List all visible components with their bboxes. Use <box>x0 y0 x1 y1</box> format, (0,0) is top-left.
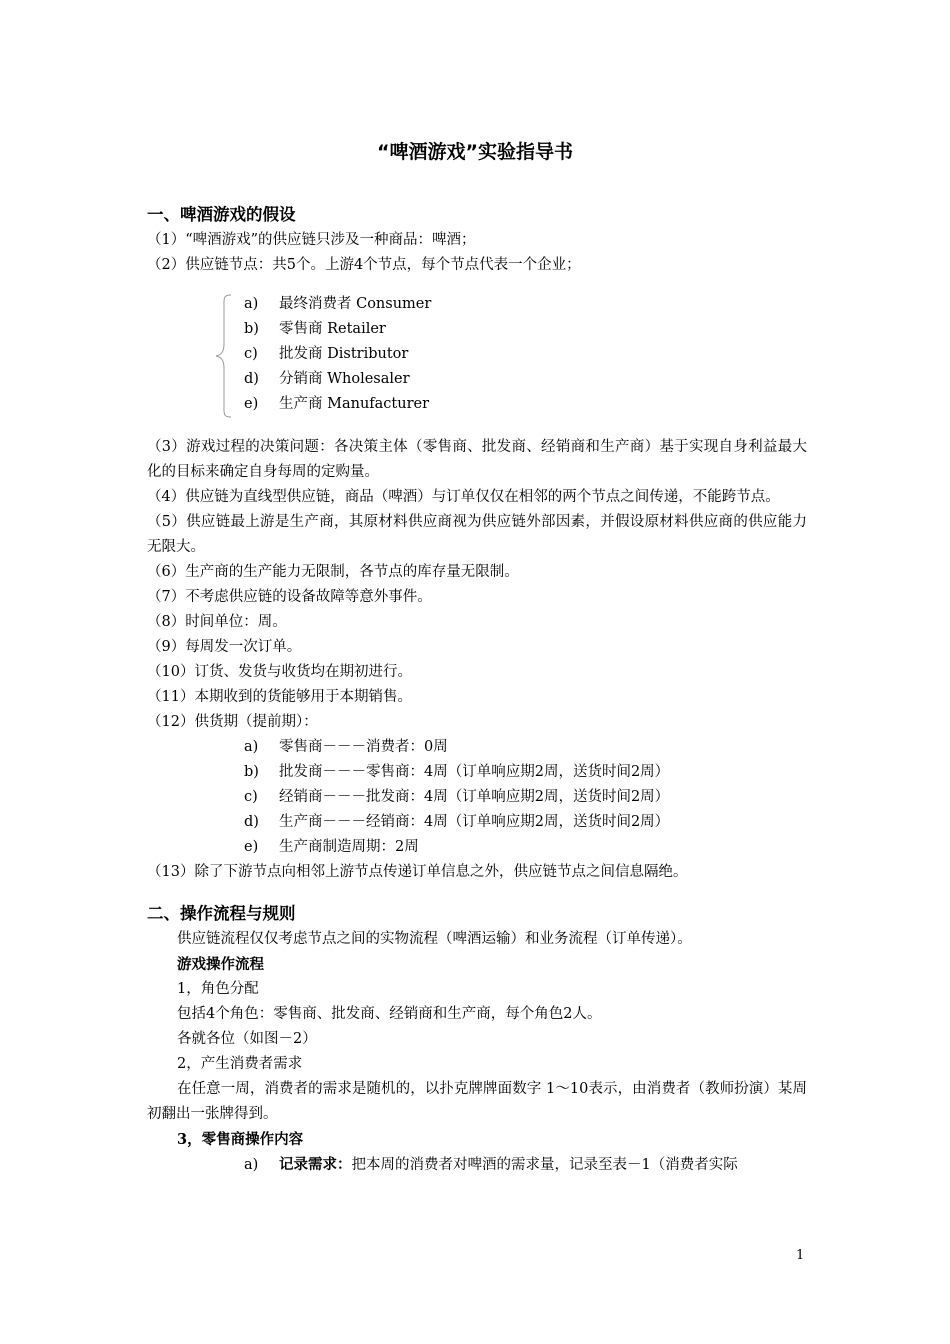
paragraph: （7）不考虑供应链的设备故障等意外事件。 <box>147 589 432 605</box>
paragraph: （10）订货、发货与收货均在期初进行。 <box>147 664 412 680</box>
step-heading: 3，零售商操作内容 <box>177 1131 304 1148</box>
list-item: e) 生产商制造周期：2周 <box>244 839 419 855</box>
list-item: d) 生产商－－－经销商：4周（订单响应期2周，送货时间2周） <box>244 814 670 830</box>
section-heading-assumptions: 一、啤酒游戏的假设 <box>147 205 296 224</box>
leadtime-list <box>147 735 807 860</box>
list-item: b) 零售商 Retailer <box>244 321 386 337</box>
paragraph: （1）“啤酒游戏”的供应链只涉及一种商品：啤酒； <box>147 232 476 248</box>
list-item: a) 最终消费者 Consumer <box>244 296 432 312</box>
paragraph: （11）本期收到的货能够用于本期销售。 <box>147 689 412 705</box>
paragraph: 包括4个角色：零售商、批发商、经销商和生产商，每个角色2人。 <box>177 1006 602 1022</box>
page-number: 1 <box>796 1248 805 1263</box>
list-item: a) 零售商－－－消费者：0周 <box>244 739 448 755</box>
paragraph: 各就各位（如图－2） <box>177 1031 317 1047</box>
step-heading: 1，角色分配 <box>177 981 259 997</box>
document-body <box>147 200 807 1178</box>
node-list <box>147 292 807 417</box>
paragraph: （5）供应链最上游是生产商，其原材料供应商视为供应链外部因素，并假设原材料供应商的供应能力无限大。 <box>147 514 807 555</box>
list-item: c) 批发商 Distributor <box>244 346 409 362</box>
list-item: a) 记录需求：把本周的消费者对啤酒的需求量，记录至表－1（消费者实际 <box>244 1156 738 1173</box>
list-item: e) 生产商 Manufacturer <box>244 396 430 412</box>
paragraph: 在任意一周，消费者的需求是随机的，以扑克牌牌面数字 1～10表示，由消费者（教师扮演）某周初翻出一张牌得到。 <box>147 1081 807 1122</box>
section-heading-procedure: 二、操作流程与规则 <box>147 904 296 923</box>
subheading-flow: 游戏操作流程 <box>177 956 264 973</box>
brace-icon <box>215 294 233 418</box>
paragraph: 供应链流程仅仅考虑节点之间的实物流程（啤酒运输）和业务流程（订单传递）。 <box>177 931 692 947</box>
list-item: d) 分销商 Wholesaler <box>244 371 410 387</box>
paragraph: （13）除了下游节点向相邻上游节点传递订单信息之外，供应链节点之间信息隔绝。 <box>147 864 688 880</box>
paragraph: （2）供应链节点：共5个。上游4个节点，每个节点代表一个企业； <box>147 257 581 273</box>
paragraph: （4）供应链为直线型供应链，商品（啤酒）与订单仅仅在相邻的两个节点之间传递，不能跨节点。 <box>147 489 780 505</box>
document-title: “啤酒游戏”实验指导书 <box>377 141 573 163</box>
list-item: b) 批发商－－－零售商：4周（订单响应期2周，送货时间2周） <box>244 764 670 780</box>
paragraph: （3）游戏过程的决策问题：各决策主体（零售商、批发商、经销商和生产商）基于实现自身利益最大化的目标来确定自身每周的定购量。 <box>147 439 807 480</box>
retailer-steps <box>147 1152 807 1178</box>
list-item: c) 经销商－－－批发商：4周（订单响应期2周，送货时间2周） <box>244 789 670 805</box>
step-heading: 2，产生消费者需求 <box>177 1056 303 1072</box>
paragraph: （8）时间单位：周。 <box>147 614 287 630</box>
paragraph: （6）生产商的生产能力无限制，各节点的库存量无限制。 <box>147 564 519 580</box>
paragraph: （12）供货期（提前期）： <box>147 714 318 730</box>
paragraph: （9）每周发一次订单。 <box>147 639 302 655</box>
